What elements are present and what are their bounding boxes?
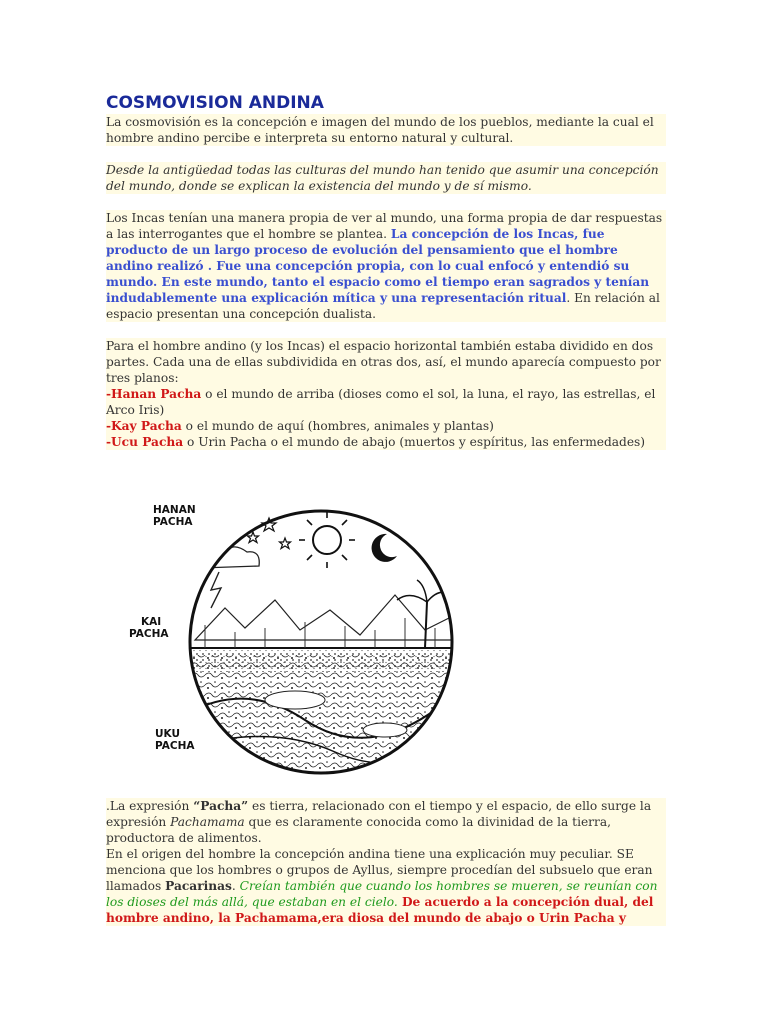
antiquity-paragraph: Desde la antigüedad todas las culturas del mundo han tenido que asumir una concepción del mundo, donde se explican la existencia del mundo y de sí mismo. (106, 162, 666, 194)
ucu-pacha-desc: o Urin Pacha o el mundo de abajo (muertos y espíritus, las enfermedades) (183, 435, 646, 449)
pacarinas-term: Pacarinas (165, 879, 232, 893)
planes-paragraph (106, 338, 666, 450)
incas-text: Los Incas tenían una manera propia de ver al mundo, una forma propia de dar respuestas a las interrogantes que el hombre se plantea. (106, 211, 663, 241)
label-hanan: HANAN PACHA (153, 504, 196, 528)
pacha-term: “Pacha” (193, 799, 249, 813)
incas-highlight: La concepción de los Incas, fue producto de un largo proceso de evolución del pensamiento que el hombre andino realizó . Fue una concepción propia, con lo cual enfocó y entendió su mundo. En este mundo, tanto el espacio como el tiempo eran sagrados y tenían indudablemente una explicación mítica y una representación ritual (106, 227, 650, 305)
origin-paragraph: En el origen del hombre la concepción andina tiene una explicación muy peculiar. SE menciona que los hombres o grupos de Ayllus, siempre procedían del subsuelo que eran llamados Pacarinas. Creían también que cuando los hombres se mueren, se reunían con los dioses del más allá, que estaban en el cielo. De acuerdo a la concepción dual, del hombre andino, la Pachamama,era diosa del mundo de abajo o Urin Pacha y (106, 846, 666, 926)
intro-paragraph: La cosmovisión es la concepción e imagen del mundo de los pueblos, mediante la cual el hombre andino percibe e interpreta su entorno natural y cultural. (106, 114, 666, 146)
afterlife-text: Creían también que cuando los hombres se mueren, se reunían con los dioses del más allá, que estaban en el cielo. (106, 879, 658, 909)
incas-paragraph (106, 210, 666, 322)
ucu-pacha-term: -Ucu Pacha (106, 435, 184, 449)
label-uku: UKU PACHA (155, 728, 195, 752)
label-kai: KAI PACHA (129, 616, 169, 640)
cosmos-illustration (129, 490, 465, 790)
lower-content (106, 798, 666, 926)
world-circle-drawing (135, 490, 465, 790)
pachamama-term: Pachamama (170, 815, 245, 829)
kay-pacha-desc: o el mundo de aquí (hombres, animales y plantas) (181, 419, 494, 433)
hanan-pacha-desc: o el mundo de arriba (dioses como el sol, la luna, el rayo, las estrellas, el Arco Iris) (106, 387, 656, 417)
kay-pacha-term: -Kay Pacha (106, 419, 182, 433)
pacha-paragraph: .La expresión “Pacha” es tierra, relacionado con el tiempo y el espacio, de ello surge la expresión Pachamama que es claramente conocida como la divinidad de la tierra, productora de alimentos. (106, 798, 666, 846)
planes-intro: Para el hombre andino (y los Incas) el espacio horizontal también estaba dividido en dos partes. Cada una de ellas subdividida en otras dos, así, el mundo aparecía compuesto por tres planos: (106, 339, 661, 385)
hanan-pacha-term: -Hanan Pacha (106, 387, 202, 401)
dual-concept-text: De acuerdo a la concepción dual, del hombre andino, la Pachamama,era diosa del mundo de abajo o Urin Pacha y (106, 895, 654, 925)
page-title: COSMOVISION ANDINA (106, 93, 324, 113)
upper-content (106, 92, 666, 450)
incas-text-end: . En relación al espacio presentan una concepción dualista. (106, 291, 660, 321)
